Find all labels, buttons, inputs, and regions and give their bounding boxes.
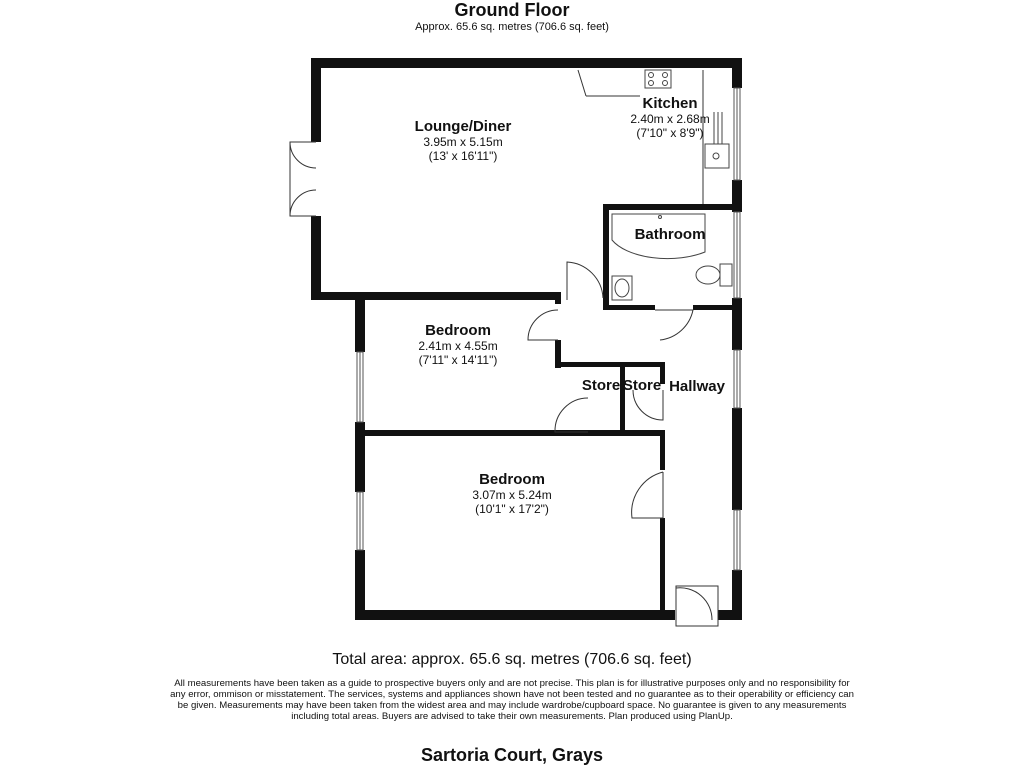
wall-left-lower — [311, 216, 321, 300]
room-dim-bedroom2-metric: 3.07m x 5.24m — [472, 488, 552, 502]
wall-right-e — [732, 570, 742, 620]
room-name-bathroom: Bathroom — [634, 226, 706, 243]
toilet-icon — [720, 264, 732, 286]
door-bathroom — [655, 310, 693, 340]
wall-store-top — [555, 362, 665, 367]
french-door-lower — [290, 190, 316, 216]
room-dim-kitchen-metric: 2.40m x 2.68m — [630, 112, 710, 126]
room-dim-lounge-imperial: (13' x 16'11") — [428, 149, 498, 163]
floor-title: Ground Floor — [454, 0, 570, 20]
doors — [290, 70, 718, 626]
room-dim-bedroom1-imperial: (7'11" x 14'11") — [418, 353, 498, 367]
room-dim-kitchen-imperial: (7'10" x 8'9") — [636, 126, 704, 140]
room-dim-bedroom1-metric: 2.41m x 4.55m — [418, 339, 498, 353]
french-door-upper — [290, 142, 316, 168]
wall-lounge-bottom — [311, 292, 561, 300]
kitchen-sink-icon — [705, 144, 729, 168]
wall-bed2-right-a — [660, 430, 665, 470]
property-address: Sartoria Court, Grays — [420, 745, 604, 765]
room-name-lounge: Lounge/Diner — [414, 118, 512, 135]
room-name-store1: Store — [581, 377, 621, 394]
wall-bed2-left-c — [355, 550, 365, 620]
total-area: Total area: approx. 65.6 sq. metres (706.6 sq. feet) — [332, 651, 692, 668]
wall-right-d — [732, 408, 742, 510]
wall-bath-bottom-b — [693, 305, 735, 310]
wall-bed1-right-a — [555, 292, 561, 304]
room-name-bedroom1: Bedroom — [425, 322, 491, 339]
room-name-kitchen: Kitchen — [642, 95, 698, 112]
kitchen-partition — [578, 70, 586, 96]
disclaimer-text: All measurements have been taken as a guide to prospective buyers only and are not precise. This plan is for illustrative purposes only and no responsibility for any error, ommison or misstatement. The services, systems and appliances shown have not been tested and no guarantee as to their operability or efficiency can be given. Measurements may have been taken from the widest area and may include wardrobe/cupboard space. No guarantee is given to any measurements including total areas. Buyers are advised to take their own measurements. Plan produced using PlanUp. — [170, 678, 854, 722]
wall-bed2-right-b — [660, 518, 665, 618]
room-name-store2: Store — [622, 377, 662, 394]
wall-bed1-left-a — [355, 292, 365, 352]
door-bedroom1 — [528, 310, 558, 340]
exterior-walls — [311, 58, 742, 620]
door-bedroom2 — [632, 472, 663, 518]
room-dim-bedroom2-imperial: (10'1" x 17'2") — [475, 502, 549, 516]
wall-bed1-bottom — [355, 430, 665, 436]
floor-area-subtitle: Approx. 65.6 sq. metres (706.6 sq. feet) — [415, 21, 609, 33]
hob-icon — [645, 70, 671, 88]
interior-walls — [355, 204, 735, 618]
wall-top — [311, 58, 742, 68]
wall-bath-bottom-a — [603, 305, 655, 310]
door-store1 — [555, 398, 588, 432]
room-dim-lounge-metric: 3.95m x 5.15m — [423, 135, 503, 149]
wall-bath-left — [603, 204, 609, 310]
wall-store-divider — [620, 362, 625, 432]
door-lounge — [567, 262, 603, 300]
wall-bath-top — [603, 204, 735, 210]
room-labels — [415, 95, 726, 516]
door-store2 — [633, 390, 663, 420]
room-name-hallway: Hallway — [669, 378, 725, 395]
wall-left-upper — [311, 58, 321, 142]
wall-right-a — [732, 58, 742, 88]
wall-bottom-left — [355, 610, 675, 620]
room-name-bedroom2: Bedroom — [479, 471, 545, 488]
